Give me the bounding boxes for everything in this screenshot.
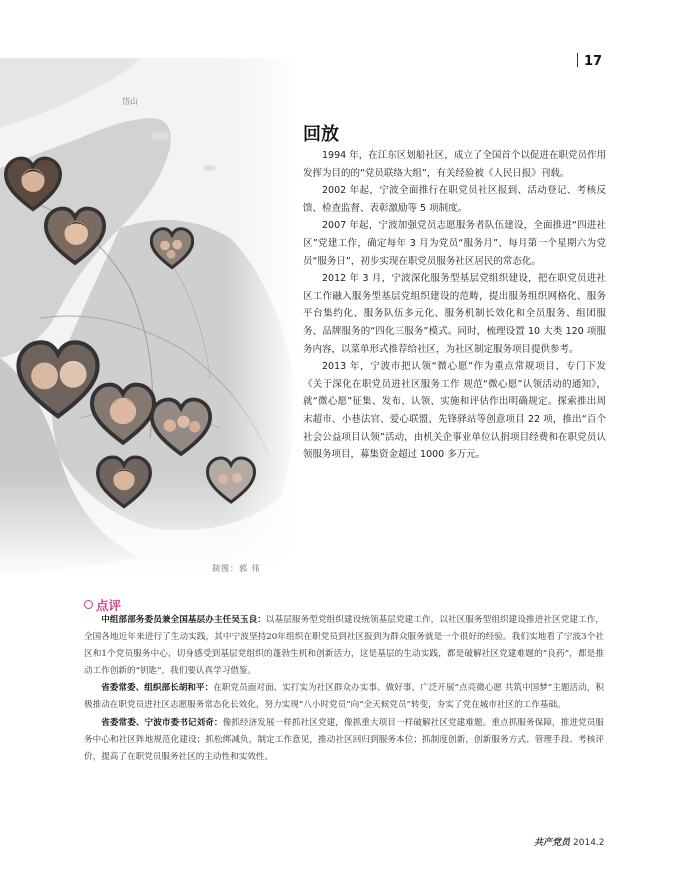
article-paragraph: 2012 年 3 月，宁波深化服务型基层党组织建设，把在职党员进社区工作融入服务型基层党组织建设的范畴，提出服务组织网格化、服务平台集约化、服务队伍多元化、服务机制长效化和全员服务、组团服务、品牌服务的“四化三服务”模式。同时，梳理设置 10 大类 120 项服务内容，以菜单形式推荐给社区，为社区制定服务项目提供参考。 bbox=[303, 273, 606, 355]
article-title: 回放 bbox=[303, 124, 339, 145]
circle-bullet-icon bbox=[84, 600, 93, 609]
article-paragraph: 2007 年起，宁波加强党员志愿服务者队伍建设，全面推进“四进社区”党建工作，确定每年 3 月为党员“服务月”、每月第一个星期六为党员“服务日”，初步实现在职党员服务社区居民的常态化。 bbox=[303, 220, 606, 267]
comment-text: 像抓经济发展一样抓社区党建，像抓重大项目一样破解社区党建难题。重点抓服务保障，推进党员服务中心和社区阵地规范化建设；抓松绑减负，制定工作意见，推动社区回归到服务本位；抓制度创新，创新服务方式、管理手段、考核评价，提高了在职党员服务社区的主动性和实效性。 bbox=[84, 717, 604, 762]
heart-photo-5 bbox=[90, 380, 156, 450]
article-body bbox=[303, 147, 606, 464]
image-credit: 制图：郭 伟 bbox=[212, 564, 261, 573]
footer bbox=[534, 835, 605, 848]
comment-text: 在职党员面对面、实打实为社区群众办实事、做好事，广泛开展“点亮微心愿 共筑中国梦”主题活动，积极推动在职党员进社区志愿服务常态化长效化，努力实现“八小时党员”向“全天候党员”转变，夯实了党在城市社区的工作基础。 bbox=[84, 683, 604, 711]
issue-number: 2014.2 bbox=[573, 838, 605, 848]
comment-speaker: 省委常委、组织部长胡和平： bbox=[101, 683, 214, 694]
heart-photo-2 bbox=[44, 204, 106, 270]
comment-speaker: 省委常委、宁波市委书记刘奇： bbox=[101, 717, 223, 728]
comment-item bbox=[84, 715, 604, 766]
heart-photo-3 bbox=[150, 226, 194, 272]
article-paragraph: 1994 年，在江东区划船社区，成立了全国首个以促进在职党员作用发挥为目的的“党员联络大组”，有关经验被《人民日报》刊载。 bbox=[303, 150, 606, 179]
comment-item bbox=[84, 612, 604, 680]
comment-speaker: 中组部部务委员兼全国基层办主任吴玉良： bbox=[101, 615, 266, 625]
heart-photo-4 bbox=[16, 336, 100, 426]
map-region-label: 岱山 bbox=[122, 97, 138, 106]
comment-item bbox=[84, 680, 604, 714]
article-paragraph: 2013 年，宁波市把认领“微心愿”作为重点常规项目，专门下发《关于深化在职党员进社区服务工作 规范“微心愿”认领活动的通知》，就“微心愿”征集、发布、认领、实施和评估作出明确规定。探索推出周末超市、小巷法官、爱心联盟、先锋驿站等创意项目 22 项，推出“百个社会公益项目认领”活动，由机关企事业单位认捐项目经费和在职党员认领服务项目，募集资金超过 1000 多万元。 bbox=[303, 361, 606, 461]
heart-photo-7 bbox=[96, 454, 152, 512]
magazine-name: 共产党员 bbox=[534, 838, 571, 848]
comment-text: 以基层服务型党组织建设统领基层党建工作，以社区服务型组织建设推进社区党建工作，全国各地近年来进行了生动实践，其中宁波坚持20年组织在职党员到社区报到为群众服务就是一个很好的经验。我们实地看了宁波3个社区和1个党员服务中心，切身感受到基层党组织的蓬勃生机和创新活力，这是基层的生动实践，都是破解社区党建难题的“良药”，都是推动工作创新的“钥匙”，我们要认真学习借鉴。 bbox=[84, 615, 604, 677]
article-paragraph: 2002 年起，宁波全面推行在职党员社区报到、活动登记、考核反馈、检查监督、表彰激励等 5 项制度。 bbox=[303, 185, 606, 214]
heart-photo-8 bbox=[206, 454, 256, 508]
comments-section bbox=[84, 612, 604, 766]
heart-photo-6 bbox=[150, 396, 212, 460]
map-collage bbox=[0, 58, 300, 578]
comments-heading: 点评 bbox=[84, 596, 121, 614]
page-number: 17 bbox=[577, 53, 602, 69]
